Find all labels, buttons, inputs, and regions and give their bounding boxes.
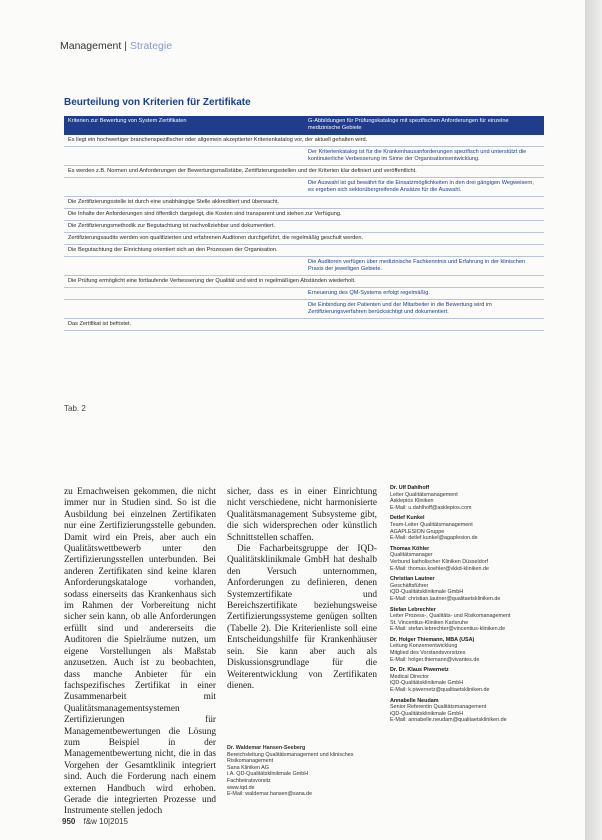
author-entry: [390, 485, 540, 511]
table-row: Zertifizierungsaudits werden von qualifizierten und erfahrenen Auditoren durchgeführt, die regelmäßig geschult werden.: [64, 233, 544, 245]
page-footer: [62, 817, 128, 826]
author-detail-line: Leitung Konzernentwicklung: [390, 643, 458, 650]
author-detail-line: E-Mail: annabelle.neudam@qualitaetskliniken.de: [390, 717, 507, 724]
table-cell-right: Die Auditoren verfügen über medizinische Fachkenntnis und Erfahrung in der klinischen Praxis der jeweiligen Gebiete.: [308, 259, 526, 272]
author-detail-line: Medical Director: [390, 673, 429, 680]
table-cell-left: [64, 178, 304, 196]
table-cell-right: Erneuerung des QM-Systems erfolgt regelmäßig.: [308, 290, 430, 296]
author-detail-line: Leiter Prozess-, Qualitäts- und Risikomanagement: [390, 613, 511, 620]
section-label: Management: [60, 40, 122, 52]
author-detail-line: Senior Referentin Qualitätsmanagement: [390, 704, 487, 711]
author-detail-line: Fachbeiratsvorsitz: [227, 777, 271, 784]
author-name: Stefan Lebrechter: [390, 606, 436, 613]
author-detail-line: Qualitätsmanager: [390, 552, 433, 559]
author-detail-line: iQD-Qualitätsklinikmale GmbH: [390, 589, 464, 596]
table-row: Es werden z.B. Normen und Anforderungen der Bewertungsmaßstäbe, Zertifizierungsstellen und der Kriterien klar definiert und veröffentlicht.: [64, 166, 544, 178]
author-detail-line: Bereichsleitung Qualitätsmanagement und klinisches Risikomanagement: [227, 751, 354, 765]
criteria-table: [64, 116, 544, 331]
author-detail-line: E-Mail: holger.thiemann@vivantes.de: [390, 656, 480, 663]
author-detail-line: Geschäftsführer: [390, 582, 429, 589]
author-detail-line: Asklepios Kliniken: [390, 498, 434, 505]
author-entry: [390, 576, 540, 602]
author-detail-line: iQD-Qualitätsklinikmale GmbH: [390, 680, 464, 687]
author-detail-line: i.A. QD-Qualitätsklinikmale GmbH: [227, 771, 309, 778]
author-name: Christian Lautner: [390, 576, 435, 583]
body-column-2: [227, 487, 377, 692]
table-row: Es liegt ein hochwertiger branchenspezifischer oder allgemein akzeptierter Kriterienkatalog vor, der aktuell gehalten wird.: [64, 135, 544, 147]
author-detail-line: E-Mail: k.piwernetz@qualitaetskliniken.de: [390, 687, 490, 694]
author-detail-line: Verbund katholischer Kliniken Düsseldorf: [390, 558, 488, 565]
page-edge: [585, 0, 602, 840]
author-entry: [390, 515, 540, 541]
author-block-main: [227, 745, 377, 798]
table-body: [64, 135, 544, 331]
author-detail-line: www.iqd.de: [227, 784, 255, 791]
author-detail-line: St. Vincentius-Kliniken Karlsruhe: [390, 619, 469, 626]
table-cell-left: [64, 300, 304, 318]
author-detail-line: Sana Kliniken AG: [227, 764, 269, 771]
table-row: Die Zertifizierungsmethodik zur Begutachtung ist nachvollziehbar und dokumentiert.: [64, 221, 544, 233]
author-detail-line: AGAPLESION Gruppe: [390, 528, 445, 535]
table-row: [64, 288, 544, 300]
table-cell-left: [64, 147, 304, 165]
table-cell-right: Die Einbindung der Patienten und der Mitarbeiter in die Bewertung wird im Zertifizierungsverfahren berücksichtigt und dokumentiert.: [308, 302, 492, 315]
table-row: Die Zertifizierungsstelle ist durch eine unabhängige Stelle akkreditiert und überwacht.: [64, 197, 544, 209]
author-name: Dr. Holger Thiemann, MBA (USA): [390, 636, 475, 643]
body-paragraph: sicher, dass es in einer Einrichtung nicht verschiedene, nicht harmonisierte Qualitätsmanagement Subsysteme gibt, die sich widersprechen oder künstlich Schnittstellen schaffen.: [227, 487, 377, 543]
author-entry: [390, 698, 540, 724]
table-cell-right: Der Kriterienkatalog ist für die Krankenhausanforderungen spezifisch und unterstützt die kontinuierliche Verbesserung im Sinne der Organisationsentwicklung.: [308, 149, 527, 162]
author-name: Dr. Ulf Dahlhoff: [390, 485, 430, 491]
author-detail-line: Leiter Qualitätsmanagement: [390, 491, 458, 498]
author-name: Dr. Dr. Klaus Piwernetz: [390, 667, 449, 674]
author-name: Annabelle Neudam: [390, 697, 439, 704]
author-detail-line: E-Mail: detlef.kunkel@agaplesion.de: [390, 535, 478, 542]
author-name: Thomas Köhler: [390, 545, 430, 552]
table-header: [64, 116, 544, 135]
author-entry: [390, 546, 540, 572]
subsection-label: Strategie: [130, 40, 173, 52]
table-caption: Tab. 2: [64, 404, 86, 413]
author-detail-line: E-Mail: waldemar.hansen@sana.de: [227, 791, 313, 798]
issue-label: f&w 10|2015: [83, 817, 128, 826]
table-row: Die Begutachtung der Einrichtung orientiert sich an den Prozessen der Organisation.: [64, 245, 544, 257]
author-entry: [390, 607, 540, 633]
table-row: Die Inhalte der Anforderungen sind öffentlich dargelegt, die Kosten sind transparent und stehen zur Verfügung.: [64, 209, 544, 221]
author-detail-line: Team-Leiter Qualitätsmanagement: [390, 521, 473, 528]
author-details: [227, 752, 377, 798]
table-row: [64, 300, 544, 319]
author-detail-line: Mitglied des Vorstandsvorsitzes: [390, 650, 466, 657]
page-number: 950: [62, 817, 76, 826]
section-header: [60, 40, 172, 52]
table-row: Die Prüfung ermöglicht eine fortlaufende Verbesserung der Qualität und wird in regelmäßigen Abständen wiederholt.: [64, 276, 544, 288]
author-name: Detlef Kunkel: [390, 515, 425, 522]
table-header-left: Kriterien zur Bewertung von System Zertifikaten: [68, 118, 187, 124]
body-paragraph: Die Facharbeitsgruppe der IQD-Qualitätsklinikmale GmbH hat deshalb den Versuch unternommen, Anforderungen zu definieren, denen Systemzertifikate und Bereichszertifikate beziehungsweise Zertifizierungssysteme genügen sollten (Tabelle 2). Die Kriterienliste soll eine Entscheidungshilfe für Krankenhäuser sein. Sie kann aber auch als Diskussionsgrundlage für die Weiterentwicklung von Zertifikaten dienen.: [227, 544, 377, 691]
author-detail-line: E-Mail: u.dahlhoff@asklepios.com: [390, 504, 472, 511]
table-row: [64, 147, 544, 166]
author-detail-line: E-Mail: christian.lautner@qualitaetskliniken.de: [390, 595, 501, 602]
author-detail-line: iQD-Qualitätsklinikmale GmbH: [390, 710, 464, 717]
table-cell-left: [64, 257, 304, 275]
author-detail-line: E-Mail: stefan.lebrechter@vincentius-kliniken.de: [390, 626, 506, 633]
author-name: Dr. Waldemar Hansen-Seeberg: [227, 745, 306, 751]
table-row: [64, 257, 544, 276]
table-header-right: G-Abbildungen für Prüfungskataloge mit spezifischen Anforderungen für einzelne medizinische Gebiete: [308, 118, 509, 131]
table-row: [64, 178, 544, 197]
table-cell-right: Die Auswahl ist gut bewährt für die Einsatzmöglichkeiten in den drei gängigen Wegweisern, es ergeben sich sektorübergreifende Ansätze für die Auswahl.: [308, 180, 534, 193]
table-row: Das Zertifikat ist befristet.: [64, 319, 544, 331]
table-cell-left: [64, 288, 304, 299]
author-entry: [390, 667, 540, 693]
author-list: [390, 485, 540, 728]
author-detail-line: E-Mail: thomas.koehler@vkkd-kliniken.de: [390, 565, 489, 572]
body-column-1: zu Ernachweisen gekommen, die nicht immer nur in Studien sind. So ist die Ausbildung bei einzelnen Zertifikaten nur eine Zertifizierungsstelle gebunden. Damit wird ein Preis, aber auch ein Qualitätswettbewerb unter den Zertifizierungsstellen unterbunden. Bei anderen Zertifikaten sind keine klaren Anforderungskataloge vorhanden, sodass einerseits das Krankenhaus sich im Rahmen der Vorbereitung nicht sicher sein kann, ob alle Anforderungen erfüllt sind und andererseits die Auditoren die Spielräume nutzen, um eigene Vorstellungen als Maßstab anzusetzen. Auch ist zu beobachten, dass manche Anbieter für ein fachspezifisches Zertifikat in einer Zusammenarbeit mit Qualitätsmanagementsystemen Zertifizierungen für Managementbewertungen die Lösung zum Beispiel in der Managementbewertung nicht, die in das Vorgehen der Gesamtklinik integriert sind. Auch die Forderung nach einem externen Handbuch wird erhoben. Gerade die integrierten Prozesse und Instrumente stellen jedoch: [64, 487, 216, 817]
header-separator: |: [124, 40, 128, 52]
table-title: Beurteilung von Kriterien für Zertifikate: [64, 97, 251, 108]
author-entry: [390, 637, 540, 663]
